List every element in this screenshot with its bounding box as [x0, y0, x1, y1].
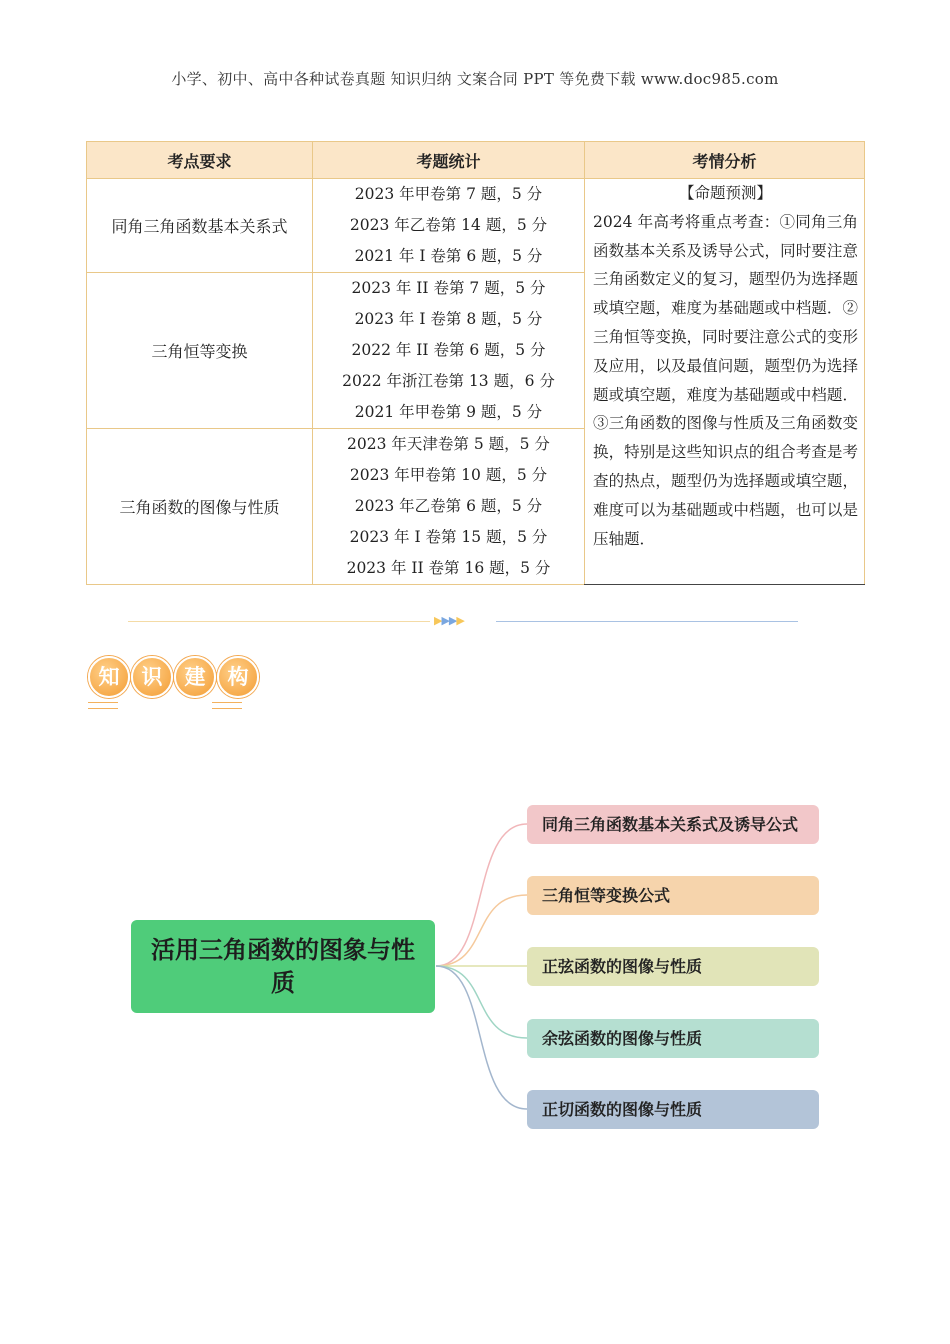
- analysis-title: 【命题预测】: [678, 184, 772, 202]
- badge-char: 识: [131, 656, 173, 698]
- stat-item: 2023 年 I 卷第 15 题，5 分: [349, 528, 548, 546]
- col-header-stats: 考题统计: [313, 142, 585, 179]
- col-header-analysis: 考情分析: [585, 142, 865, 179]
- stat-item: 2023 年甲卷第 10 题，5 分: [349, 466, 548, 484]
- page-header: 小学、初中、高中各种试卷真题 知识归纳 文案合同 PPT 等免费下载 www.doc985.com: [171, 70, 779, 88]
- stat-item: 2023 年 II 卷第 7 题，5 分: [351, 279, 546, 297]
- mindmap-link: [436, 824, 527, 966]
- mindmap-link: [436, 966, 527, 1109]
- badge-char: 构: [217, 656, 259, 698]
- stat-item: 2023 年 I 卷第 8 题，5 分: [354, 310, 543, 328]
- mindmap-branch: 三角恒等变换公式: [527, 876, 819, 915]
- stat-item: 2023 年甲卷第 7 题，5 分: [354, 185, 543, 203]
- mindmap-root: 活用三角函数的图象与性质: [131, 920, 435, 1013]
- stat-item: 2023 年乙卷第 14 题，5 分: [349, 216, 548, 234]
- badge-char: 建: [174, 656, 216, 698]
- mindmap-link: [436, 966, 527, 1038]
- stat-item: 2023 年 II 卷第 16 题，5 分: [346, 559, 551, 577]
- requirement-cell: 同角三角函数基本关系式: [87, 179, 313, 273]
- requirement-cell: 三角函数的图像与性质: [87, 429, 313, 585]
- stat-item: 2022 年 II 卷第 6 题，5 分: [351, 341, 546, 359]
- col-header-requirement: 考点要求: [87, 142, 313, 179]
- requirement-cell: 三角恒等变换: [87, 273, 313, 429]
- stat-item: 2023 年乙卷第 6 题，5 分: [354, 497, 543, 515]
- mindmap-branch: 正弦函数的图像与性质: [527, 947, 819, 986]
- mindmap-branch: 同角三角函数基本关系式及诱导公式: [527, 805, 819, 844]
- stat-item: 2023 年天津卷第 5 题，5 分: [347, 435, 550, 453]
- divider-arrows-icon: ▶▶▶▶: [434, 614, 464, 627]
- mindmap-branch: 余弦函数的图像与性质: [527, 1019, 819, 1058]
- stat-item: 2021 年 I 卷第 6 题，5 分: [354, 247, 543, 265]
- badge-char: 知: [88, 656, 130, 698]
- mindmap-link: [436, 895, 527, 966]
- analysis-text: 2024 年高考将重点考查：①同角三角函数基本关系及诱导公式，同时要注意三角函数定义的复习，题型仍为选择题或填空题，难度为基础题或中档题．②三角恒等变换，同时要注意公式的变形及应用，以及最值问题，题型仍为选择题或填空题，难度为基础题或中档题．③三角函数的图像与性质及三角函数变换，特别是这些知识点的组合考查是考查的热点，题型仍为选择题或填空题，难度可以为基础题或中档题，也可以是压轴题．: [593, 212, 858, 548]
- stat-item: 2022 年浙江卷第 13 题，6 分: [342, 372, 555, 390]
- mindmap-branch: 正切函数的图像与性质: [527, 1090, 819, 1129]
- stat-item: 2021 年甲卷第 9 题，5 分: [354, 403, 543, 421]
